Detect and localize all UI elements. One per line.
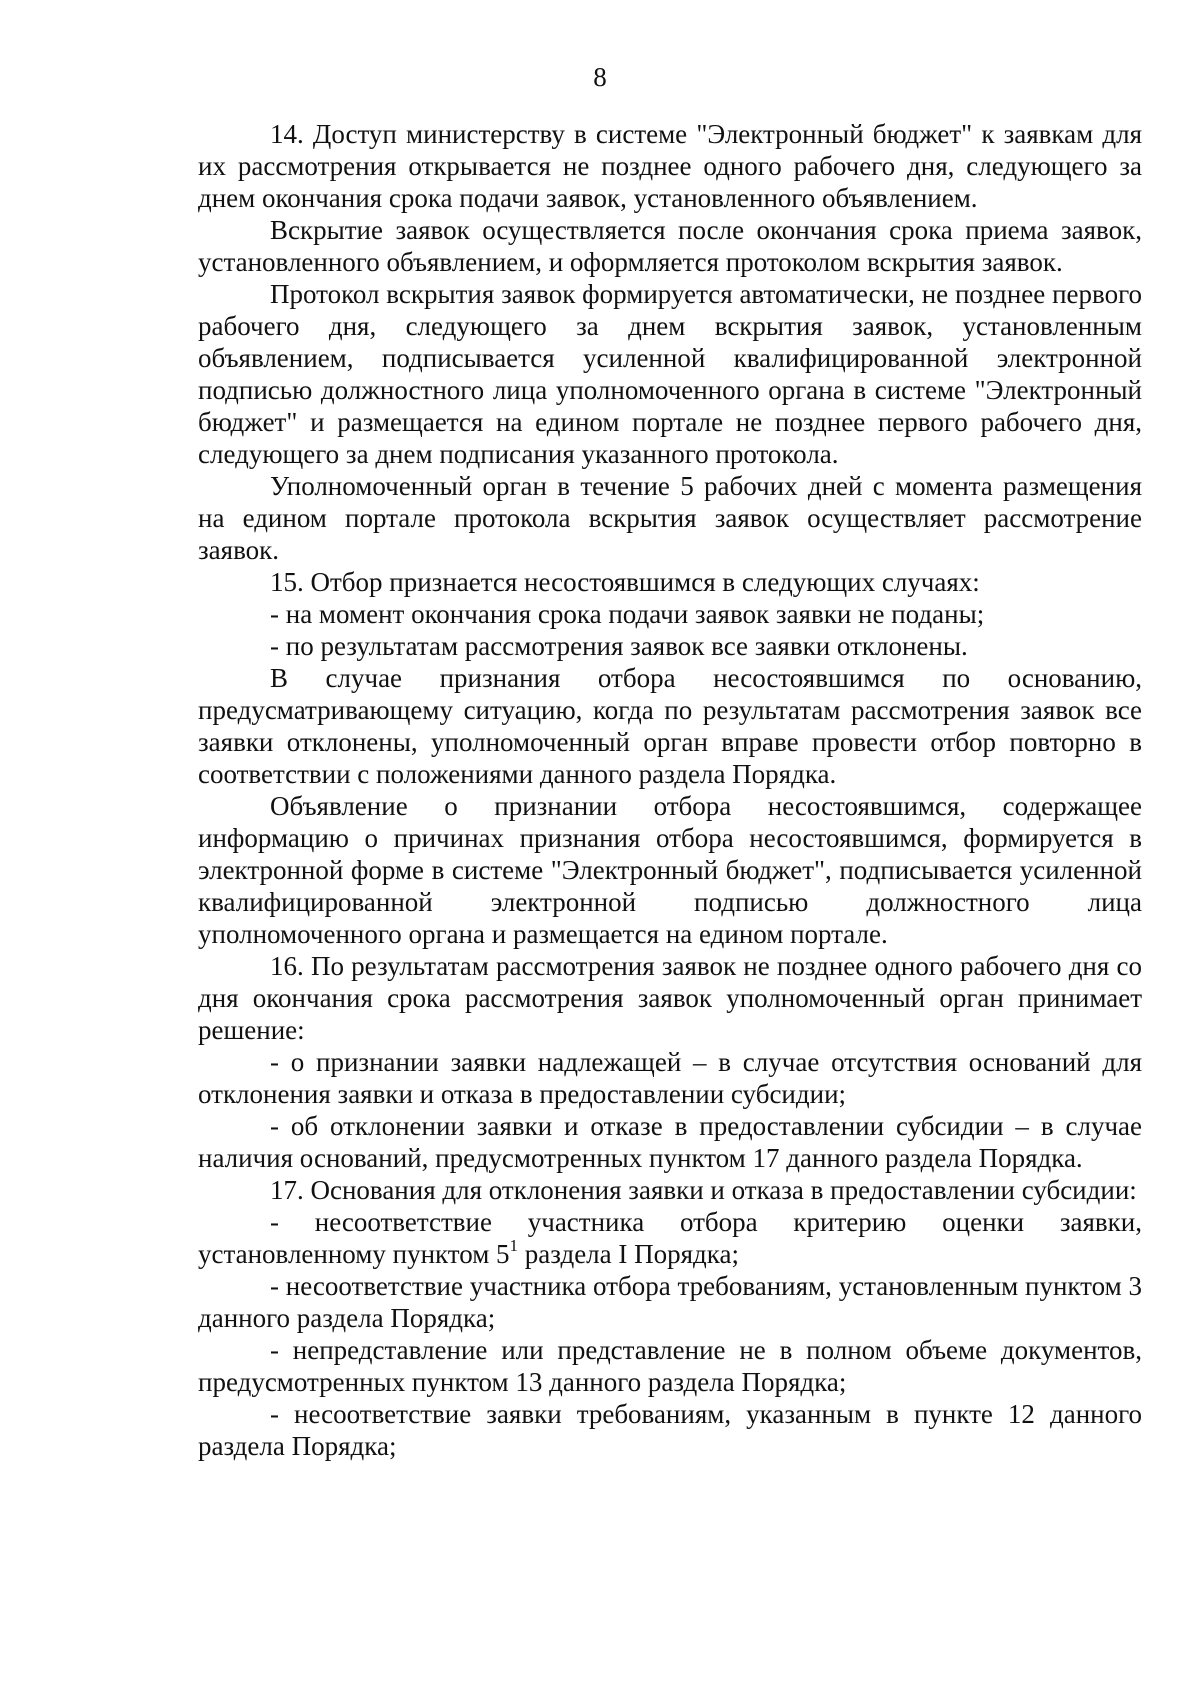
list-item-application-accepted: - о признании заявки надлежащей – в случае отсутствия оснований для отклонения заявки и отказа в предоставлении субсидии;	[198, 1047, 1142, 1109]
paragraph-16-decision: 16. По результатам рассмотрения заявок не позднее одного рабочего дня со дня окончания срока рассмотрения заявок уполномоченный орган принимает решение:	[198, 951, 1142, 1045]
list-item-no-applications: - на момент окончания срока подачи заявок заявки не поданы;	[270, 599, 985, 629]
list-item-criterion-mismatch	[198, 1206, 1142, 1270]
list-item-missing-documents: - непредставление или представление не в полном объеме документов, предусмотренных пунктом 13 данного раздела Порядка;	[198, 1335, 1142, 1397]
paragraph-failed-announcement: Объявление о признании отбора несостоявшимся, содержащее информацию о причинах признания отбора несостоявшимся, формируется в электронной форме в системе "Электронный бюджет", подписывается усиленной квалифицированной электронной подписью должностного лица уполномоченного органа и размещается на едином портале.	[198, 791, 1142, 949]
superscript-marker: 1	[509, 1236, 519, 1255]
list-item-requirements-mismatch: - несоответствие участника отбора требованиям, установленным пунктом 3 данного раздела Порядка;	[198, 1271, 1142, 1333]
list-item-application-requirements: - несоответствие заявки требованиям, указанным в пункте 12 данного раздела Порядка;	[198, 1399, 1142, 1461]
paragraph-15-selection-failed: 15. Отбор признается несостоявшимся в следующих случаях:	[270, 567, 980, 597]
paragraph-review-period: Уполномоченный орган в течение 5 рабочих дней с момента размещения на едином портале протокола вскрытия заявок осуществляет рассмотрение заявок.	[198, 471, 1142, 565]
page-number: 8	[593, 62, 607, 92]
list-item-all-rejected: - по результатам рассмотрения заявок все заявки отклонены.	[270, 631, 968, 661]
list-item-criterion-text: - несоответствие участника отбора критерию оценки заявки, установленному пунктом 5	[198, 1207, 1142, 1269]
paragraph-14-access: 14. Доступ министерству в системе "Электронный бюджет" к заявкам для их рассмотрения открывается не позднее одного рабочего дня, следующего за днем окончания срока подачи заявок, установленного объявлением.	[198, 119, 1142, 213]
list-item-application-rejected: - об отклонении заявки и отказе в предоставлении субсидии – в случае наличия оснований, предусмотренных пунктом 17 данного раздела Порядка.	[198, 1111, 1142, 1173]
list-item-criterion-tail: раздела I Порядка;	[518, 1239, 739, 1269]
paragraph-opening-of-applications: Вскрытие заявок осуществляется после окончания срока приема заявок, установленного объявлением, и оформляется протоколом вскрытия заявок.	[198, 215, 1142, 277]
document-body	[198, 118, 1142, 1462]
paragraph-repeat-selection: В случае признания отбора несостоявшимся по основанию, предусматривающему ситуацию, когда по результатам рассмотрения заявок все заявки отклонены, уполномоченный орган вправе провести отбор повторно в соответствии с положениями данного раздела Порядка.	[198, 663, 1142, 789]
paragraph-17-rejection-grounds: 17. Основания для отклонения заявки и отказа в предоставлении субсидии:	[270, 1175, 1137, 1205]
paragraph-opening-protocol: Протокол вскрытия заявок формируется автоматически, не позднее первого рабочего дня, следующего за днем вскрытия заявок, установленным объявлением, подписывается усиленной квалифицированной электронной подписью должностного лица уполномоченного органа в системе "Электронный бюджет" и размещается на едином портале не позднее первого рабочего дня, следующего за днем подписания указанного протокола.	[198, 279, 1142, 469]
